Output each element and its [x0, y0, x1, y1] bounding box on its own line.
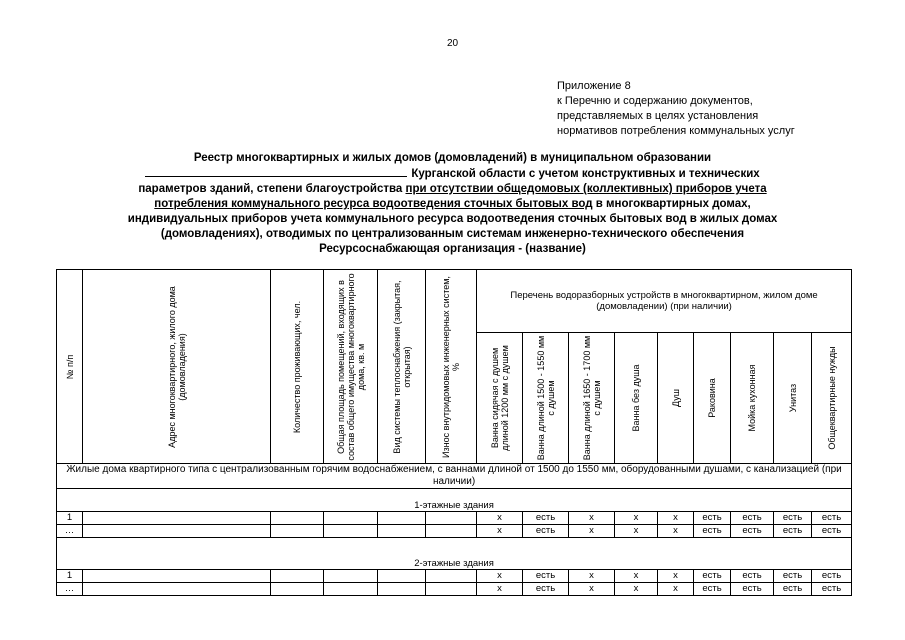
cell-fixture: есть [731, 570, 774, 583]
header-fixture [812, 333, 852, 464]
cell-fixture: есть [523, 525, 569, 538]
appendix-note [557, 79, 795, 139]
title-line-4 [50, 197, 855, 212]
title-line-1: Реестр многоквартирных и жилых домов (домовладений) в муниципальном образовании [193, 152, 712, 164]
cell-area [324, 570, 378, 583]
spacer-row [57, 538, 852, 559]
cell-fixture: х [658, 583, 694, 596]
page-number: 20 [446, 38, 459, 49]
header-fixture [523, 333, 569, 464]
cell-fixture: х [615, 583, 658, 596]
header-num-text: № п/п [64, 354, 75, 379]
title-line-3-text: параметров зданий, степени благоустройства [138, 183, 406, 195]
title-line-7: Ресурсоснабжающая организация - (название) [319, 243, 586, 255]
header-heating-text: Вид системы теплоснабжения (закрытая, открытая) [391, 279, 412, 454]
cell-fixture: есть [812, 525, 852, 538]
title-line-6: (домовладениях), отводимых по централизованным системам инженерно-технического обеспечения [160, 228, 745, 240]
table-row [57, 570, 852, 583]
cell-address [83, 570, 271, 583]
cell-fixture: есть [731, 583, 774, 596]
spacer-cell [57, 538, 852, 559]
row-number: … [57, 525, 83, 538]
cell-residents [271, 512, 324, 525]
header-residents [271, 270, 324, 464]
cell-fixture: есть [774, 512, 812, 525]
cell-fixture: х [569, 570, 615, 583]
cell-fixture: х [477, 570, 523, 583]
cell-fixture: есть [812, 583, 852, 596]
title-line-3-underlined: при отсутствии общедомовых (коллективных) приборов учета [405, 183, 767, 195]
title-line-4-text: в многоквартирных домах, [592, 198, 751, 210]
spacer-cell [57, 489, 852, 501]
blank-fill-line [145, 166, 407, 177]
cell-fixture: есть [523, 570, 569, 583]
header-fixture-text: Ванна длиной 1650 - 1700 мм с душем [581, 335, 602, 461]
appendix-line: представляемых в целях установления [557, 110, 759, 122]
title-line-2 [50, 166, 855, 182]
floor-group-label: 2-этажные здания [57, 558, 852, 570]
cell-fixture: есть [523, 583, 569, 596]
cell-residents [271, 525, 324, 538]
header-fixture [658, 333, 694, 464]
cell-fixture: х [658, 512, 694, 525]
title-line-3 [50, 182, 855, 197]
cell-residents [271, 570, 324, 583]
row-number: 1 [57, 570, 83, 583]
title-line-4-underlined: потребления коммунального ресурса водоотведения сточных бытовых вод [154, 198, 593, 210]
header-wear-text: Износ внутридомовых инженерных систем, % [441, 275, 461, 458]
appendix-line: к Перечню и содержанию документов, [557, 95, 753, 107]
row-number: … [57, 583, 83, 596]
header-fixture-text: Ванна без душа [631, 364, 641, 432]
cell-fixture: есть [812, 570, 852, 583]
cell-fixture: х [615, 525, 658, 538]
cell-address [83, 512, 271, 525]
appendix-line: Приложение 8 [557, 80, 631, 92]
cell-area [324, 525, 378, 538]
floor-group-row [57, 558, 852, 570]
header-fixture-text: Раковина [707, 378, 717, 418]
header-fixture [477, 333, 523, 464]
header-residents-text: Количество проживающих, чел. [292, 300, 302, 433]
cell-fixture: есть [694, 512, 731, 525]
cell-address [83, 583, 271, 596]
cell-fixture: х [477, 512, 523, 525]
cell-fixture: есть [774, 525, 812, 538]
cell-fixture: есть [694, 583, 731, 596]
section-title: Жилые дома квартирного типа с централизованным горячим водоснабжением, с ваннами длиной от 1500 до 1550 мм, оборудованными душами, с канализацией (при наличии) [57, 464, 852, 489]
cell-fixture: х [615, 570, 658, 583]
floor-group-label: 1-этажные здания [57, 500, 852, 512]
spacer-row [57, 489, 852, 501]
cell-fixture: есть [774, 570, 812, 583]
document-title [50, 151, 855, 257]
cell-fixture: есть [731, 525, 774, 538]
cell-fixture: есть [731, 512, 774, 525]
cell-area [324, 583, 378, 596]
header-fixture [731, 333, 774, 464]
header-fixture [615, 333, 658, 464]
cell-fixture: х [477, 525, 523, 538]
cell-area [324, 512, 378, 525]
header-fixture-text: Душ [670, 389, 681, 408]
header-heating [378, 270, 426, 464]
header-fixture [569, 333, 615, 464]
appendix-line: нормативов потребления коммунальных услуг [557, 125, 795, 137]
cell-fixture: х [615, 512, 658, 525]
header-address [83, 270, 271, 464]
registry-table [56, 269, 852, 596]
header-num [57, 270, 83, 464]
header-fixtures-group: Перечень водоразборных устройств в многоквартирном, жилом доме (домовладении) (при наличии) [477, 270, 852, 333]
cell-fixture: х [658, 525, 694, 538]
cell-wear [426, 583, 477, 596]
cell-fixture: есть [694, 525, 731, 538]
section-row [57, 464, 852, 489]
cell-heating [378, 583, 426, 596]
table-row [57, 583, 852, 596]
cell-residents [271, 583, 324, 596]
header-fixture-text: Ванна длиной 1500 - 1550 мм с душем [535, 335, 556, 461]
table-row [57, 525, 852, 538]
header-fixture-text: Общеквартирные нужды [826, 346, 837, 450]
cell-fixture: х [658, 570, 694, 583]
header-fixture [694, 333, 731, 464]
cell-fixture: х [569, 525, 615, 538]
cell-fixture: х [477, 583, 523, 596]
cell-wear [426, 512, 477, 525]
cell-heating [378, 525, 426, 538]
title-line-5: индивидуальных приборов учета коммунального ресурса водоотведения сточных бытовых вод в жилых домах [127, 213, 778, 225]
table-row [57, 512, 852, 525]
header-address-text: Адрес многоквартирного, жилого дома (домовладения) [166, 285, 187, 448]
header-fixture-text: Ванна сидячая с душем длиной 1200 мм с душем [489, 345, 510, 451]
cell-fixture: есть [694, 570, 731, 583]
cell-fixture: х [569, 583, 615, 596]
header-row-top [57, 270, 852, 333]
cell-address [83, 525, 271, 538]
header-area-text: Общая площадь помещений, входящих в состав общего имущества многоквартирного дома, кв. м [335, 272, 366, 461]
floor-group-row [57, 500, 852, 512]
header-fixture-text: Унитаз [787, 383, 798, 413]
cell-fixture: есть [812, 512, 852, 525]
header-area [324, 270, 378, 464]
cell-wear [426, 570, 477, 583]
header-wear [426, 270, 477, 464]
cell-heating [378, 570, 426, 583]
cell-fixture: есть [774, 583, 812, 596]
cell-wear [426, 525, 477, 538]
header-fixture [774, 333, 812, 464]
row-number: 1 [57, 512, 83, 525]
title-line-2-text: Курганской области с учетом конструктивных и технических [411, 168, 760, 180]
cell-heating [378, 512, 426, 525]
cell-fixture: есть [523, 512, 569, 525]
header-fixture-text: Мойка кухонная [747, 364, 757, 432]
cell-fixture: х [569, 512, 615, 525]
